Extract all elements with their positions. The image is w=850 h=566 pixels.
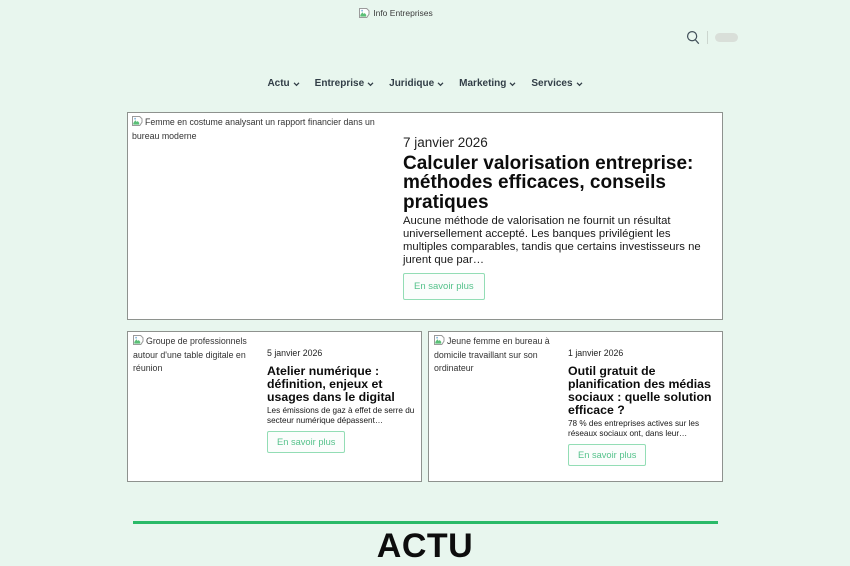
featured-article-image-placeholder — [128, 113, 401, 319]
article-excerpt: 78 % des entreprises actives sur les réseaux sociaux ont, dans leur… — [568, 419, 700, 439]
nav-item-juridique[interactable] — [389, 78, 444, 89]
chevron-down-icon — [293, 82, 300, 87]
article-excerpt: Les émissions de gaz à effet de serre du secteur numérique dépassent… — [267, 406, 415, 426]
article-card — [127, 331, 422, 482]
header-pill-button[interactable] — [715, 33, 738, 42]
logo-row — [0, 8, 850, 18]
header-actions — [686, 30, 738, 45]
article-content — [566, 332, 722, 481]
article-image-placeholder — [128, 332, 265, 481]
chevron-down-icon — [437, 82, 444, 87]
article-date: 1 janvier 2026 — [568, 348, 624, 358]
featured-article-card — [127, 112, 723, 320]
nav-item-services[interactable] — [531, 78, 582, 89]
featured-article-content — [401, 113, 722, 319]
nav-item-entreprise[interactable] — [315, 78, 374, 89]
broken-image-icon — [434, 335, 445, 349]
nav-label: Entreprise — [314, 78, 365, 89]
article-content — [265, 332, 421, 481]
site-logo[interactable] — [359, 8, 433, 18]
article-title: Calculer valorisation entreprise: méthodes efficaces, conseils pratiques — [403, 152, 694, 213]
site-logo-alt-text: Info Entreprises — [373, 8, 433, 18]
chevron-down-icon — [367, 82, 374, 87]
broken-image-icon — [359, 8, 370, 18]
nav-label: Juridique — [389, 78, 435, 89]
section-divider — [133, 521, 718, 524]
image-alt-text: Jeune femme en bureau à domicile travaillant sur son ordinateur — [434, 336, 550, 374]
article-card — [428, 331, 723, 482]
chevron-down-icon — [509, 82, 516, 87]
nav-item-marketing[interactable] — [459, 78, 516, 89]
article-title: Atelier numérique : définition, enjeux et usages dans le digital — [267, 363, 395, 404]
search-icon[interactable] — [686, 30, 700, 45]
image-alt-text: Groupe de professionnels autour d'une table digitale en réunion — [133, 336, 247, 374]
article-list — [127, 112, 723, 566]
nav-label: Services — [531, 78, 573, 89]
read-more-button[interactable]: En savoir plus — [267, 431, 345, 453]
article-excerpt: Aucune méthode de valorisation ne fournit un résultat universellement accepté. Les banques privilégient les multiples comparables, tandis que certains investisseurs ne jurent que par… — [403, 215, 701, 267]
article-cards-row — [127, 331, 723, 482]
article-title: Outil gratuit de planification des médias sociaux : quelle solution efficace ? — [568, 363, 712, 418]
nav-label: Marketing — [459, 78, 507, 89]
chevron-down-icon — [576, 82, 583, 87]
section-title: ACTU — [376, 527, 474, 565]
article-date: 7 janvier 2026 — [403, 135, 488, 150]
image-alt-text: Femme en costume analysant un rapport financier dans un bureau moderne — [132, 117, 375, 142]
read-more-button[interactable]: En savoir plus — [403, 273, 485, 300]
main-nav — [0, 78, 850, 89]
nav-label: Actu — [267, 78, 290, 89]
header-divider — [707, 31, 708, 44]
read-more-button[interactable]: En savoir plus — [568, 444, 646, 466]
broken-image-icon — [133, 335, 144, 349]
article-date: 5 janvier 2026 — [267, 348, 323, 358]
nav-item-actu[interactable] — [267, 78, 299, 89]
broken-image-icon — [132, 116, 143, 130]
article-image-placeholder — [429, 332, 566, 481]
